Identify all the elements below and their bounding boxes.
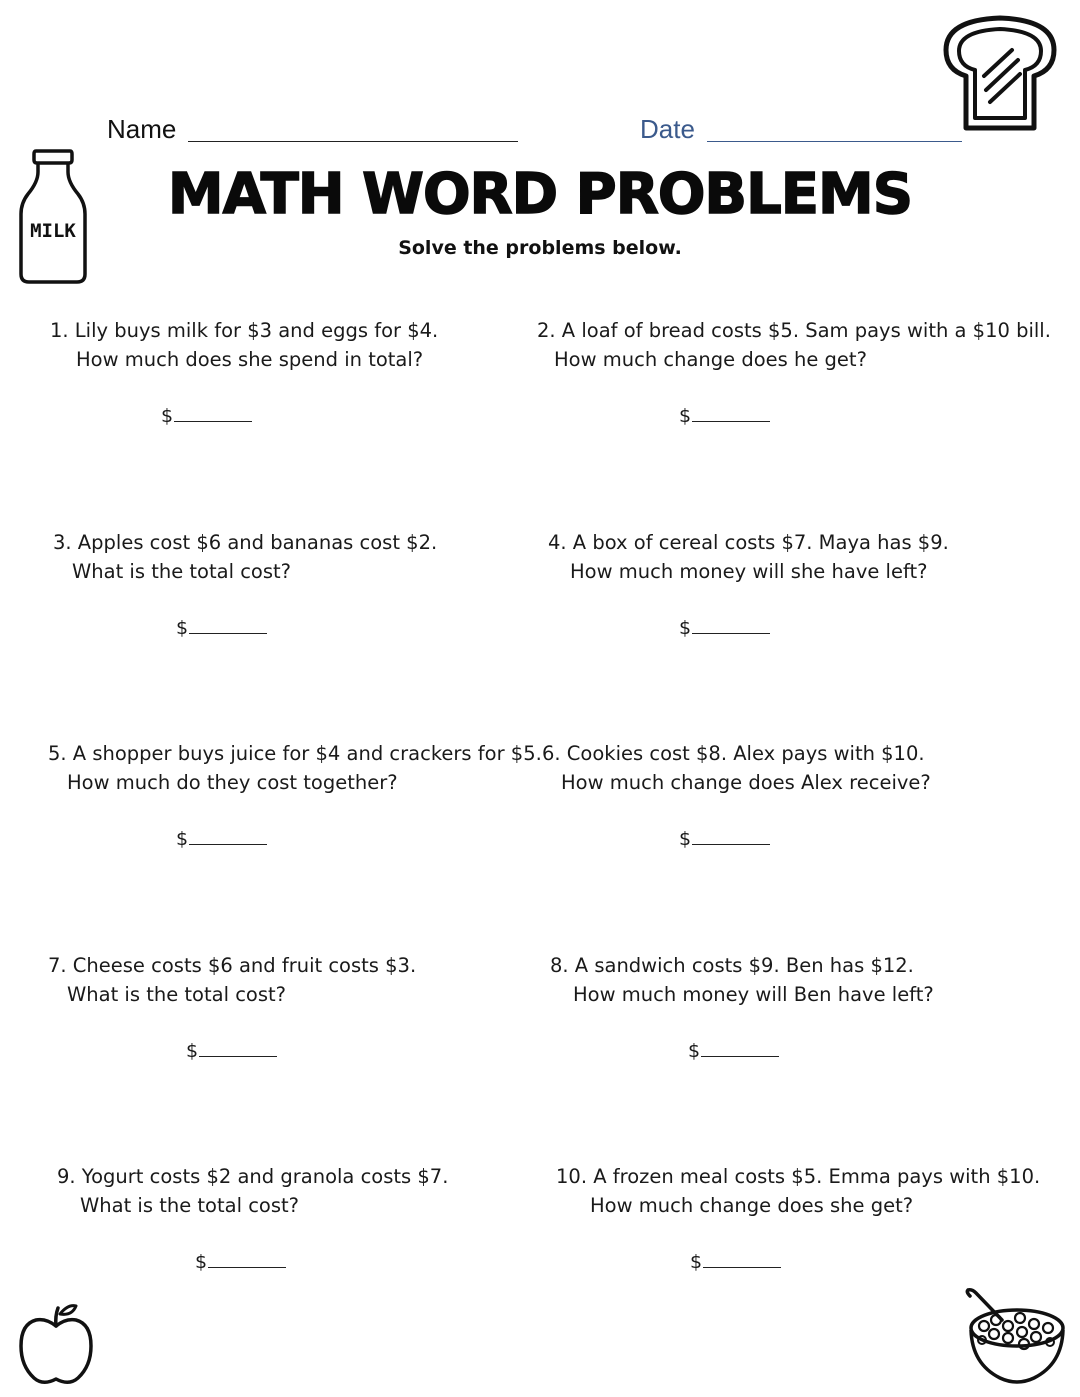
answer-prefix: $ xyxy=(679,405,692,427)
problem-1 xyxy=(50,316,438,374)
answer-9[interactable] xyxy=(195,1251,286,1273)
date-field[interactable] xyxy=(707,141,962,142)
name-field[interactable] xyxy=(188,141,518,142)
problem-7 xyxy=(48,951,416,1009)
answer-6[interactable] xyxy=(679,828,770,850)
problem-6 xyxy=(542,739,931,797)
name-label: Name xyxy=(107,114,177,144)
problem-5-line2: How much do they cost together? xyxy=(67,771,398,794)
answer-4[interactable] xyxy=(679,617,770,639)
date-label: Date xyxy=(640,114,695,144)
problem-3 xyxy=(53,528,437,586)
problem-10-line2: How much change does she get? xyxy=(590,1194,914,1217)
answer-3[interactable] xyxy=(176,617,267,639)
answer-prefix: $ xyxy=(186,1040,199,1062)
answer-blank[interactable] xyxy=(199,1042,277,1057)
answer-5[interactable] xyxy=(176,828,267,850)
problem-6-line1: 6. Cookies cost $8. Alex pays with $10. xyxy=(542,742,925,765)
answer-8[interactable] xyxy=(688,1040,779,1062)
problem-7-line1: 7. Cheese costs $6 and fruit costs $3. xyxy=(48,954,417,977)
problem-2-line2: How much change does he get? xyxy=(554,348,867,371)
answer-10[interactable] xyxy=(690,1251,781,1273)
answer-7[interactable] xyxy=(186,1040,277,1062)
answer-prefix: $ xyxy=(690,1251,703,1273)
problem-5 xyxy=(48,739,542,797)
bread-slice-icon xyxy=(942,14,1058,132)
answer-1[interactable] xyxy=(161,405,252,427)
apple-icon xyxy=(18,1302,94,1386)
problem-6-line2: How much change does Alex receive? xyxy=(561,771,931,794)
problem-2 xyxy=(537,316,1051,374)
answer-prefix: $ xyxy=(176,617,189,639)
answer-prefix: $ xyxy=(688,1040,701,1062)
problem-9 xyxy=(57,1162,448,1220)
answer-prefix: $ xyxy=(679,617,692,639)
answer-prefix: $ xyxy=(679,828,692,850)
milk-bottle-icon xyxy=(18,148,88,286)
answer-blank[interactable] xyxy=(692,619,770,634)
problem-4 xyxy=(548,528,949,586)
answer-prefix: $ xyxy=(161,405,174,427)
answer-blank[interactable] xyxy=(208,1253,286,1268)
problem-5-line1: 5. A shopper buys juice for $4 and crackers for $5. xyxy=(48,742,542,765)
problem-10 xyxy=(556,1162,1040,1220)
page-title: MATH WORD PROBLEMS xyxy=(167,162,913,227)
answer-blank[interactable] xyxy=(692,830,770,845)
answer-2[interactable] xyxy=(679,405,770,427)
answer-blank[interactable] xyxy=(692,407,770,422)
answer-blank[interactable] xyxy=(703,1253,781,1268)
problem-9-line2: What is the total cost? xyxy=(80,1194,300,1217)
problem-10-line1: 10. A frozen meal costs $5. Emma pays with $10. xyxy=(556,1165,1041,1188)
problem-3-line1: 3. Apples cost $6 and bananas cost $2. xyxy=(53,531,438,554)
problem-8-line2: How much money will Ben have left? xyxy=(573,983,934,1006)
answer-blank[interactable] xyxy=(174,407,252,422)
problem-4-line1: 4. A box of cereal costs $7. Maya has $9. xyxy=(548,531,949,554)
problem-2-line1: 2. A loaf of bread costs $5. Sam pays with a $10 bill. xyxy=(537,319,1051,342)
answer-blank[interactable] xyxy=(189,619,267,634)
answer-prefix: $ xyxy=(176,828,189,850)
milk-label: MILK xyxy=(30,220,76,242)
problem-1-line1: 1. Lily buys milk for $3 and eggs for $4. xyxy=(50,319,439,342)
problem-3-line2: What is the total cost? xyxy=(72,560,292,583)
answer-blank[interactable] xyxy=(189,830,267,845)
problem-8-line1: 8. A sandwich costs $9. Ben has $12. xyxy=(550,954,914,977)
answer-prefix: $ xyxy=(195,1251,208,1273)
problem-1-line2: How much does she spend in total? xyxy=(76,348,424,371)
problem-4-line2: How much money will she have left? xyxy=(570,560,928,583)
answer-blank[interactable] xyxy=(701,1042,779,1057)
problem-9-line1: 9. Yogurt costs $2 and granola costs $7. xyxy=(57,1165,449,1188)
problem-8 xyxy=(550,951,934,1009)
cereal-bowl-icon xyxy=(962,1290,1068,1390)
problem-7-line2: What is the total cost? xyxy=(67,983,287,1006)
page-subtitle: Solve the problems below. xyxy=(398,237,682,259)
